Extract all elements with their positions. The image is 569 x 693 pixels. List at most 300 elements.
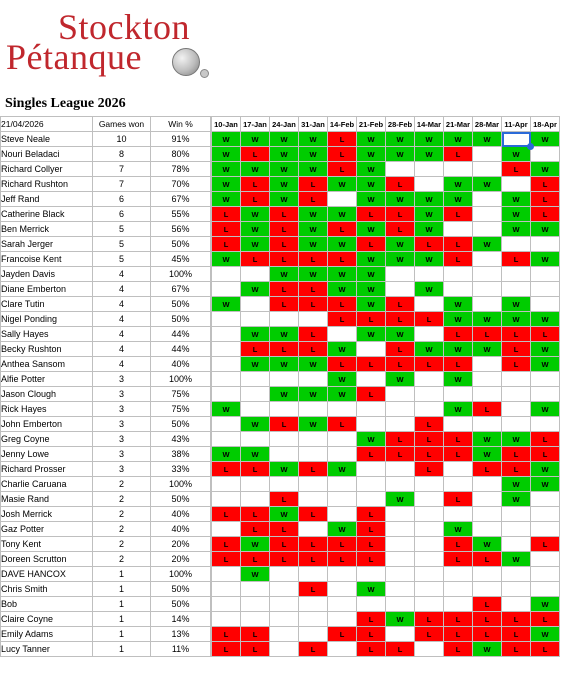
- result-cell[interactable]: [328, 477, 357, 492]
- result-cell[interactable]: L: [386, 432, 415, 447]
- result-cell[interactable]: W: [502, 297, 531, 312]
- player-name-cell[interactable]: Jayden Davis: [1, 267, 93, 282]
- result-cell[interactable]: W: [531, 477, 560, 492]
- games-won-cell[interactable]: 1: [93, 597, 151, 612]
- games-won-cell[interactable]: 2: [93, 552, 151, 567]
- result-cell[interactable]: L: [444, 447, 473, 462]
- result-cell[interactable]: L: [415, 312, 444, 327]
- result-cell[interactable]: W: [415, 132, 444, 147]
- result-cell[interactable]: [415, 492, 444, 507]
- result-cell[interactable]: W: [415, 252, 444, 267]
- result-cell[interactable]: [270, 582, 299, 597]
- result-cell[interactable]: L: [502, 447, 531, 462]
- win-pct-cell[interactable]: 13%: [151, 627, 211, 642]
- result-cell[interactable]: [357, 417, 386, 432]
- result-cell[interactable]: [270, 477, 299, 492]
- result-cell[interactable]: L: [357, 627, 386, 642]
- win-pct-cell[interactable]: 100%: [151, 477, 211, 492]
- result-cell[interactable]: L: [386, 207, 415, 222]
- result-cell[interactable]: W: [502, 432, 531, 447]
- result-cell[interactable]: [241, 402, 270, 417]
- result-cell[interactable]: W: [270, 132, 299, 147]
- result-cell[interactable]: W: [241, 537, 270, 552]
- result-cell[interactable]: W: [241, 417, 270, 432]
- result-cell[interactable]: [415, 372, 444, 387]
- result-cell[interactable]: W: [386, 147, 415, 162]
- games-won-cell[interactable]: 3: [93, 417, 151, 432]
- result-cell[interactable]: L: [299, 642, 328, 657]
- games-won-cell[interactable]: 2: [93, 522, 151, 537]
- result-cell[interactable]: W: [386, 612, 415, 627]
- result-cell[interactable]: [473, 162, 502, 177]
- result-cell[interactable]: [502, 267, 531, 282]
- result-cell[interactable]: W: [531, 222, 560, 237]
- date-header[interactable]: 21-Feb: [357, 117, 386, 132]
- result-cell[interactable]: W: [241, 237, 270, 252]
- result-cell[interactable]: L: [444, 612, 473, 627]
- result-cell[interactable]: [328, 567, 357, 582]
- result-cell[interactable]: W: [444, 522, 473, 537]
- win-pct-cell[interactable]: 100%: [151, 567, 211, 582]
- result-cell[interactable]: W: [212, 177, 241, 192]
- result-cell[interactable]: [502, 387, 531, 402]
- result-cell[interactable]: [299, 627, 328, 642]
- result-cell[interactable]: [473, 387, 502, 402]
- player-name-cell[interactable]: Jason Clough: [1, 387, 93, 402]
- result-cell[interactable]: [473, 222, 502, 237]
- result-cell[interactable]: [386, 162, 415, 177]
- result-cell[interactable]: L: [328, 552, 357, 567]
- result-cell[interactable]: [357, 402, 386, 417]
- result-cell[interactable]: [473, 567, 502, 582]
- games-won-cell[interactable]: 8: [93, 147, 151, 162]
- date-header[interactable]: 24-Jan: [270, 117, 299, 132]
- result-cell[interactable]: W: [328, 282, 357, 297]
- result-cell[interactable]: L: [444, 237, 473, 252]
- result-cell[interactable]: W: [357, 222, 386, 237]
- result-cell[interactable]: [241, 297, 270, 312]
- player-name-cell[interactable]: Bob: [1, 597, 93, 612]
- date-header[interactable]: 11-Apr: [502, 117, 531, 132]
- games-won-cell[interactable]: 1: [93, 567, 151, 582]
- result-cell[interactable]: W: [270, 357, 299, 372]
- result-cell[interactable]: W: [473, 342, 502, 357]
- result-cell[interactable]: L: [357, 642, 386, 657]
- result-cell[interactable]: [270, 567, 299, 582]
- result-cell[interactable]: [444, 462, 473, 477]
- result-cell[interactable]: L: [299, 282, 328, 297]
- result-cell[interactable]: W: [328, 267, 357, 282]
- date-header[interactable]: 17-Jan: [241, 117, 270, 132]
- player-name-cell[interactable]: Richard Prosser: [1, 462, 93, 477]
- result-cell[interactable]: W: [241, 132, 270, 147]
- player-name-cell[interactable]: Claire Coyne: [1, 612, 93, 627]
- result-cell[interactable]: W: [415, 147, 444, 162]
- result-cell[interactable]: W: [473, 132, 502, 147]
- result-cell[interactable]: [212, 357, 241, 372]
- games-won-header[interactable]: Games won: [93, 117, 151, 132]
- result-cell[interactable]: [328, 447, 357, 462]
- result-cell[interactable]: L: [328, 222, 357, 237]
- result-cell[interactable]: [473, 372, 502, 387]
- result-cell[interactable]: W: [299, 417, 328, 432]
- player-name-cell[interactable]: Jenny Lowe: [1, 447, 93, 462]
- player-name-cell[interactable]: Emily Adams: [1, 627, 93, 642]
- result-cell[interactable]: [473, 357, 502, 372]
- games-won-cell[interactable]: 7: [93, 162, 151, 177]
- games-won-cell[interactable]: 4: [93, 267, 151, 282]
- result-cell[interactable]: W: [241, 357, 270, 372]
- result-cell[interactable]: W: [328, 342, 357, 357]
- result-cell[interactable]: [212, 372, 241, 387]
- result-cell[interactable]: W: [212, 297, 241, 312]
- result-cell[interactable]: [473, 207, 502, 222]
- result-cell[interactable]: [328, 327, 357, 342]
- win-pct-cell[interactable]: 50%: [151, 297, 211, 312]
- result-cell[interactable]: [299, 372, 328, 387]
- result-cell[interactable]: L: [299, 582, 328, 597]
- result-cell[interactable]: [444, 222, 473, 237]
- result-cell[interactable]: W: [328, 207, 357, 222]
- result-cell[interactable]: L: [357, 237, 386, 252]
- result-cell[interactable]: L: [212, 537, 241, 552]
- result-cell[interactable]: W: [270, 387, 299, 402]
- result-cell[interactable]: L: [212, 222, 241, 237]
- result-cell[interactable]: W: [299, 222, 328, 237]
- result-cell[interactable]: [357, 462, 386, 477]
- result-cell[interactable]: L: [531, 192, 560, 207]
- result-cell[interactable]: L: [386, 222, 415, 237]
- result-cell[interactable]: L: [328, 627, 357, 642]
- result-cell[interactable]: W: [531, 342, 560, 357]
- result-cell[interactable]: L: [212, 642, 241, 657]
- player-name-cell[interactable]: Gaz Potter: [1, 522, 93, 537]
- result-cell[interactable]: L: [357, 447, 386, 462]
- result-cell[interactable]: [415, 267, 444, 282]
- result-cell[interactable]: L: [299, 342, 328, 357]
- result-cell[interactable]: [415, 387, 444, 402]
- result-cell[interactable]: L: [502, 342, 531, 357]
- win-pct-cell[interactable]: 50%: [151, 597, 211, 612]
- result-cell[interactable]: L: [357, 552, 386, 567]
- result-cell[interactable]: W: [299, 237, 328, 252]
- result-cell[interactable]: [299, 567, 328, 582]
- result-cell[interactable]: L: [212, 552, 241, 567]
- result-cell[interactable]: W: [212, 162, 241, 177]
- result-cell[interactable]: [415, 327, 444, 342]
- win-pct-cell[interactable]: 50%: [151, 582, 211, 597]
- result-cell[interactable]: [415, 477, 444, 492]
- result-cell[interactable]: W: [415, 207, 444, 222]
- result-cell[interactable]: [299, 312, 328, 327]
- result-cell[interactable]: L: [473, 402, 502, 417]
- result-cell[interactable]: [415, 582, 444, 597]
- result-cell[interactable]: [270, 642, 299, 657]
- games-won-cell[interactable]: 10: [93, 132, 151, 147]
- date-header[interactable]: 31-Jan: [299, 117, 328, 132]
- result-cell[interactable]: [241, 477, 270, 492]
- result-cell[interactable]: [386, 567, 415, 582]
- result-cell[interactable]: L: [415, 417, 444, 432]
- result-cell[interactable]: [531, 297, 560, 312]
- player-name-cell[interactable]: John Emberton: [1, 417, 93, 432]
- result-cell[interactable]: L: [212, 462, 241, 477]
- result-cell[interactable]: W: [357, 147, 386, 162]
- result-cell[interactable]: [241, 492, 270, 507]
- result-cell[interactable]: [212, 432, 241, 447]
- result-cell[interactable]: L: [299, 552, 328, 567]
- result-cell[interactable]: L: [241, 192, 270, 207]
- result-cell[interactable]: [444, 507, 473, 522]
- result-cell[interactable]: [386, 627, 415, 642]
- result-cell[interactable]: W: [531, 357, 560, 372]
- win-pct-cell[interactable]: 45%: [151, 252, 211, 267]
- player-name-cell[interactable]: Catherine Black: [1, 207, 93, 222]
- result-cell[interactable]: [386, 597, 415, 612]
- player-name-cell[interactable]: Alfie Potter: [1, 372, 93, 387]
- result-cell[interactable]: [299, 477, 328, 492]
- player-name-cell[interactable]: Steve Neale: [1, 132, 93, 147]
- result-cell[interactable]: L: [241, 462, 270, 477]
- result-cell[interactable]: [531, 507, 560, 522]
- result-cell[interactable]: [473, 477, 502, 492]
- win-pct-cell[interactable]: 50%: [151, 237, 211, 252]
- games-won-cell[interactable]: 2: [93, 477, 151, 492]
- result-cell[interactable]: L: [241, 522, 270, 537]
- result-cell[interactable]: L: [444, 642, 473, 657]
- result-cell[interactable]: [212, 417, 241, 432]
- result-cell[interactable]: [299, 597, 328, 612]
- result-cell[interactable]: W: [531, 312, 560, 327]
- result-cell[interactable]: L: [444, 357, 473, 372]
- games-won-cell[interactable]: 7: [93, 177, 151, 192]
- player-name-cell[interactable]: Charlie Caruana: [1, 477, 93, 492]
- result-cell[interactable]: [531, 552, 560, 567]
- result-cell[interactable]: W: [531, 462, 560, 477]
- result-cell[interactable]: L: [357, 312, 386, 327]
- result-cell[interactable]: L: [241, 552, 270, 567]
- result-cell[interactable]: L: [386, 312, 415, 327]
- result-cell[interactable]: [299, 522, 328, 537]
- result-cell[interactable]: L: [473, 627, 502, 642]
- win-pct-cell[interactable]: 14%: [151, 612, 211, 627]
- result-cell[interactable]: W: [212, 402, 241, 417]
- result-cell[interactable]: W: [357, 282, 386, 297]
- result-cell[interactable]: L: [270, 297, 299, 312]
- result-cell[interactable]: L: [328, 537, 357, 552]
- result-cell[interactable]: L: [241, 627, 270, 642]
- result-cell[interactable]: L: [328, 252, 357, 267]
- date-header[interactable]: 14-Mar: [415, 117, 444, 132]
- result-cell[interactable]: L: [270, 492, 299, 507]
- result-cell[interactable]: L: [328, 417, 357, 432]
- result-cell[interactable]: W: [531, 252, 560, 267]
- result-cell[interactable]: L: [444, 627, 473, 642]
- result-cell[interactable]: W: [502, 147, 531, 162]
- result-cell[interactable]: [415, 522, 444, 537]
- result-cell[interactable]: [502, 132, 531, 147]
- result-cell[interactable]: W: [386, 492, 415, 507]
- result-cell[interactable]: [473, 192, 502, 207]
- result-cell[interactable]: [386, 282, 415, 297]
- result-cell[interactable]: L: [328, 147, 357, 162]
- result-cell[interactable]: L: [241, 507, 270, 522]
- result-cell[interactable]: [357, 567, 386, 582]
- result-cell[interactable]: W: [444, 402, 473, 417]
- date-header[interactable]: 18-Apr: [531, 117, 560, 132]
- player-name-cell[interactable]: Greg Coyne: [1, 432, 93, 447]
- result-cell[interactable]: L: [386, 177, 415, 192]
- result-cell[interactable]: W: [270, 177, 299, 192]
- result-cell[interactable]: W: [386, 327, 415, 342]
- result-cell[interactable]: [357, 597, 386, 612]
- result-cell[interactable]: L: [357, 612, 386, 627]
- result-cell[interactable]: [328, 432, 357, 447]
- date-header[interactable]: 28-Feb: [386, 117, 415, 132]
- result-cell[interactable]: [270, 627, 299, 642]
- games-won-cell[interactable]: 1: [93, 582, 151, 597]
- result-cell[interactable]: W: [415, 222, 444, 237]
- result-cell[interactable]: W: [212, 252, 241, 267]
- result-cell[interactable]: [241, 582, 270, 597]
- result-cell[interactable]: [328, 612, 357, 627]
- result-cell[interactable]: [531, 387, 560, 402]
- result-cell[interactable]: W: [502, 207, 531, 222]
- result-cell[interactable]: [241, 597, 270, 612]
- result-cell[interactable]: [328, 492, 357, 507]
- result-cell[interactable]: [473, 252, 502, 267]
- player-name-cell[interactable]: Diane Emberton: [1, 282, 93, 297]
- result-cell[interactable]: L: [357, 357, 386, 372]
- result-cell[interactable]: [328, 507, 357, 522]
- player-name-cell[interactable]: Ben Merrick: [1, 222, 93, 237]
- result-cell[interactable]: W: [386, 372, 415, 387]
- player-name-cell[interactable]: Richard Rushton: [1, 177, 93, 192]
- result-cell[interactable]: W: [502, 312, 531, 327]
- result-cell[interactable]: [502, 372, 531, 387]
- result-cell[interactable]: W: [299, 147, 328, 162]
- result-cell[interactable]: L: [270, 237, 299, 252]
- result-cell[interactable]: [473, 267, 502, 282]
- result-cell[interactable]: L: [531, 642, 560, 657]
- result-cell[interactable]: L: [444, 207, 473, 222]
- win-pct-cell[interactable]: 78%: [151, 162, 211, 177]
- result-cell[interactable]: [270, 447, 299, 462]
- result-cell[interactable]: W: [328, 522, 357, 537]
- result-cell[interactable]: W: [241, 162, 270, 177]
- result-cell[interactable]: W: [531, 627, 560, 642]
- result-cell[interactable]: W: [212, 147, 241, 162]
- result-cell[interactable]: [328, 402, 357, 417]
- result-cell[interactable]: [212, 312, 241, 327]
- result-cell[interactable]: L: [473, 597, 502, 612]
- result-cell[interactable]: W: [415, 342, 444, 357]
- result-cell[interactable]: W: [444, 372, 473, 387]
- result-cell[interactable]: W: [241, 447, 270, 462]
- result-cell[interactable]: [270, 432, 299, 447]
- win-pct-cell[interactable]: 55%: [151, 207, 211, 222]
- result-cell[interactable]: [328, 582, 357, 597]
- result-cell[interactable]: L: [444, 537, 473, 552]
- date-header[interactable]: 21-Mar: [444, 117, 473, 132]
- result-cell[interactable]: [502, 402, 531, 417]
- result-cell[interactable]: [415, 642, 444, 657]
- result-cell[interactable]: [386, 402, 415, 417]
- result-cell[interactable]: L: [270, 417, 299, 432]
- result-cell[interactable]: [299, 432, 328, 447]
- result-cell[interactable]: L: [386, 642, 415, 657]
- result-cell[interactable]: L: [473, 612, 502, 627]
- result-cell[interactable]: L: [502, 612, 531, 627]
- result-cell[interactable]: [473, 297, 502, 312]
- win-pct-cell[interactable]: 50%: [151, 312, 211, 327]
- result-cell[interactable]: W: [473, 642, 502, 657]
- player-name-cell[interactable]: Masie Rand: [1, 492, 93, 507]
- result-cell[interactable]: L: [270, 537, 299, 552]
- result-cell[interactable]: L: [415, 357, 444, 372]
- result-cell[interactable]: [212, 342, 241, 357]
- result-cell[interactable]: L: [299, 297, 328, 312]
- result-cell[interactable]: W: [299, 357, 328, 372]
- result-cell[interactable]: L: [270, 282, 299, 297]
- result-cell[interactable]: W: [270, 327, 299, 342]
- result-cell[interactable]: L: [241, 147, 270, 162]
- win-pct-cell[interactable]: 38%: [151, 447, 211, 462]
- win-pct-cell[interactable]: 100%: [151, 372, 211, 387]
- result-cell[interactable]: [212, 522, 241, 537]
- result-cell[interactable]: W: [270, 192, 299, 207]
- result-cell[interactable]: [241, 312, 270, 327]
- result-cell[interactable]: [531, 147, 560, 162]
- result-cell[interactable]: [531, 567, 560, 582]
- result-cell[interactable]: [299, 492, 328, 507]
- result-cell[interactable]: [270, 597, 299, 612]
- result-cell[interactable]: [241, 372, 270, 387]
- result-cell[interactable]: [212, 567, 241, 582]
- result-cell[interactable]: W: [299, 162, 328, 177]
- date-header[interactable]: 14-Feb: [328, 117, 357, 132]
- result-cell[interactable]: W: [473, 177, 502, 192]
- games-won-cell[interactable]: 1: [93, 612, 151, 627]
- result-cell[interactable]: [531, 417, 560, 432]
- win-pct-cell[interactable]: 70%: [151, 177, 211, 192]
- result-cell[interactable]: L: [299, 252, 328, 267]
- result-cell[interactable]: [386, 552, 415, 567]
- result-cell[interactable]: L: [241, 342, 270, 357]
- result-cell[interactable]: W: [357, 432, 386, 447]
- result-cell[interactable]: L: [299, 507, 328, 522]
- win-pct-cell[interactable]: 40%: [151, 357, 211, 372]
- result-cell[interactable]: W: [502, 492, 531, 507]
- result-cell[interactable]: W: [386, 237, 415, 252]
- win-pct-cell[interactable]: 91%: [151, 132, 211, 147]
- win-pct-cell[interactable]: 43%: [151, 432, 211, 447]
- win-pct-cell[interactable]: 75%: [151, 402, 211, 417]
- result-cell[interactable]: W: [386, 132, 415, 147]
- result-cell[interactable]: W: [473, 537, 502, 552]
- result-cell[interactable]: L: [270, 252, 299, 267]
- result-cell[interactable]: [473, 417, 502, 432]
- win-pct-cell[interactable]: 56%: [151, 222, 211, 237]
- result-cell[interactable]: L: [502, 642, 531, 657]
- result-cell[interactable]: L: [270, 522, 299, 537]
- result-cell[interactable]: [473, 147, 502, 162]
- result-cell[interactable]: W: [357, 132, 386, 147]
- win-pct-cell[interactable]: 50%: [151, 492, 211, 507]
- result-cell[interactable]: [531, 522, 560, 537]
- result-cell[interactable]: L: [415, 432, 444, 447]
- date-header[interactable]: 10-Jan: [212, 117, 241, 132]
